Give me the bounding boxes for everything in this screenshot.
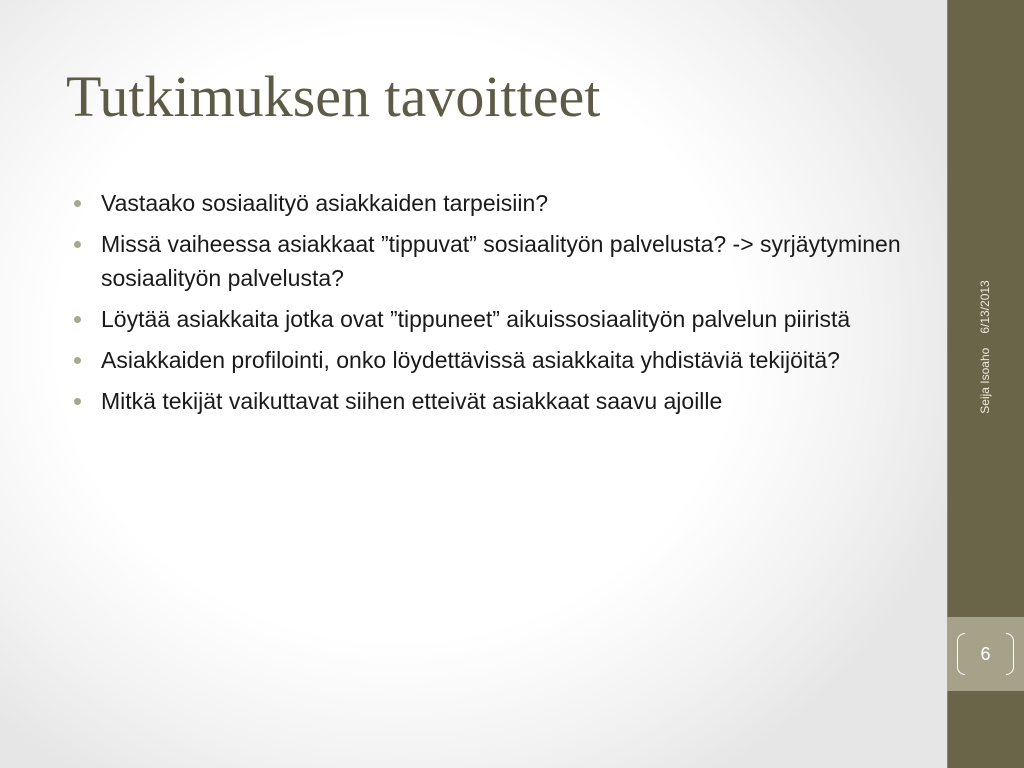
bullet-icon xyxy=(74,316,81,323)
footer-author: Seija Isoaho xyxy=(978,347,992,414)
bullet-item xyxy=(72,227,902,295)
slide-title: Tutkimuksen tavoitteet xyxy=(66,64,601,129)
bullet-icon xyxy=(74,357,81,364)
bullet-icon xyxy=(74,200,81,207)
right-bracket-icon xyxy=(1006,633,1014,675)
bullet-item xyxy=(72,186,902,220)
bullet-item xyxy=(72,343,902,377)
bullet-item xyxy=(72,302,902,336)
bullet-text: Asiakkaiden profilointi, onko löydettävissä asiakkaita yhdistäviä tekijöitä? xyxy=(101,347,840,373)
bullet-list xyxy=(72,186,902,425)
bullet-text: Mitkä tekijät vaikuttavat siihen etteivät asiakkaat saavu ajoille xyxy=(101,388,723,414)
bullet-text: Missä vaiheessa asiakkaat ”tippuvat” sosiaalityön palvelusta? -> syrjäytyminen sosiaalityön palvelusta? xyxy=(101,231,901,291)
page-number: 6 xyxy=(980,644,991,664)
footer-info xyxy=(978,280,992,413)
bullet-text: Vastaako sosiaalityö asiakkaiden tarpeisiin? xyxy=(101,190,549,216)
bullet-icon xyxy=(74,241,81,248)
page-number-box xyxy=(947,617,1024,691)
bullet-text: Löytää asiakkaita jotka ovat ”tippuneet” aikuissosiaalityön palvelun piiristä xyxy=(101,306,851,332)
footer-date: 6/13/2013 xyxy=(978,280,992,334)
bullet-item xyxy=(72,384,902,418)
bullet-icon xyxy=(74,398,81,405)
